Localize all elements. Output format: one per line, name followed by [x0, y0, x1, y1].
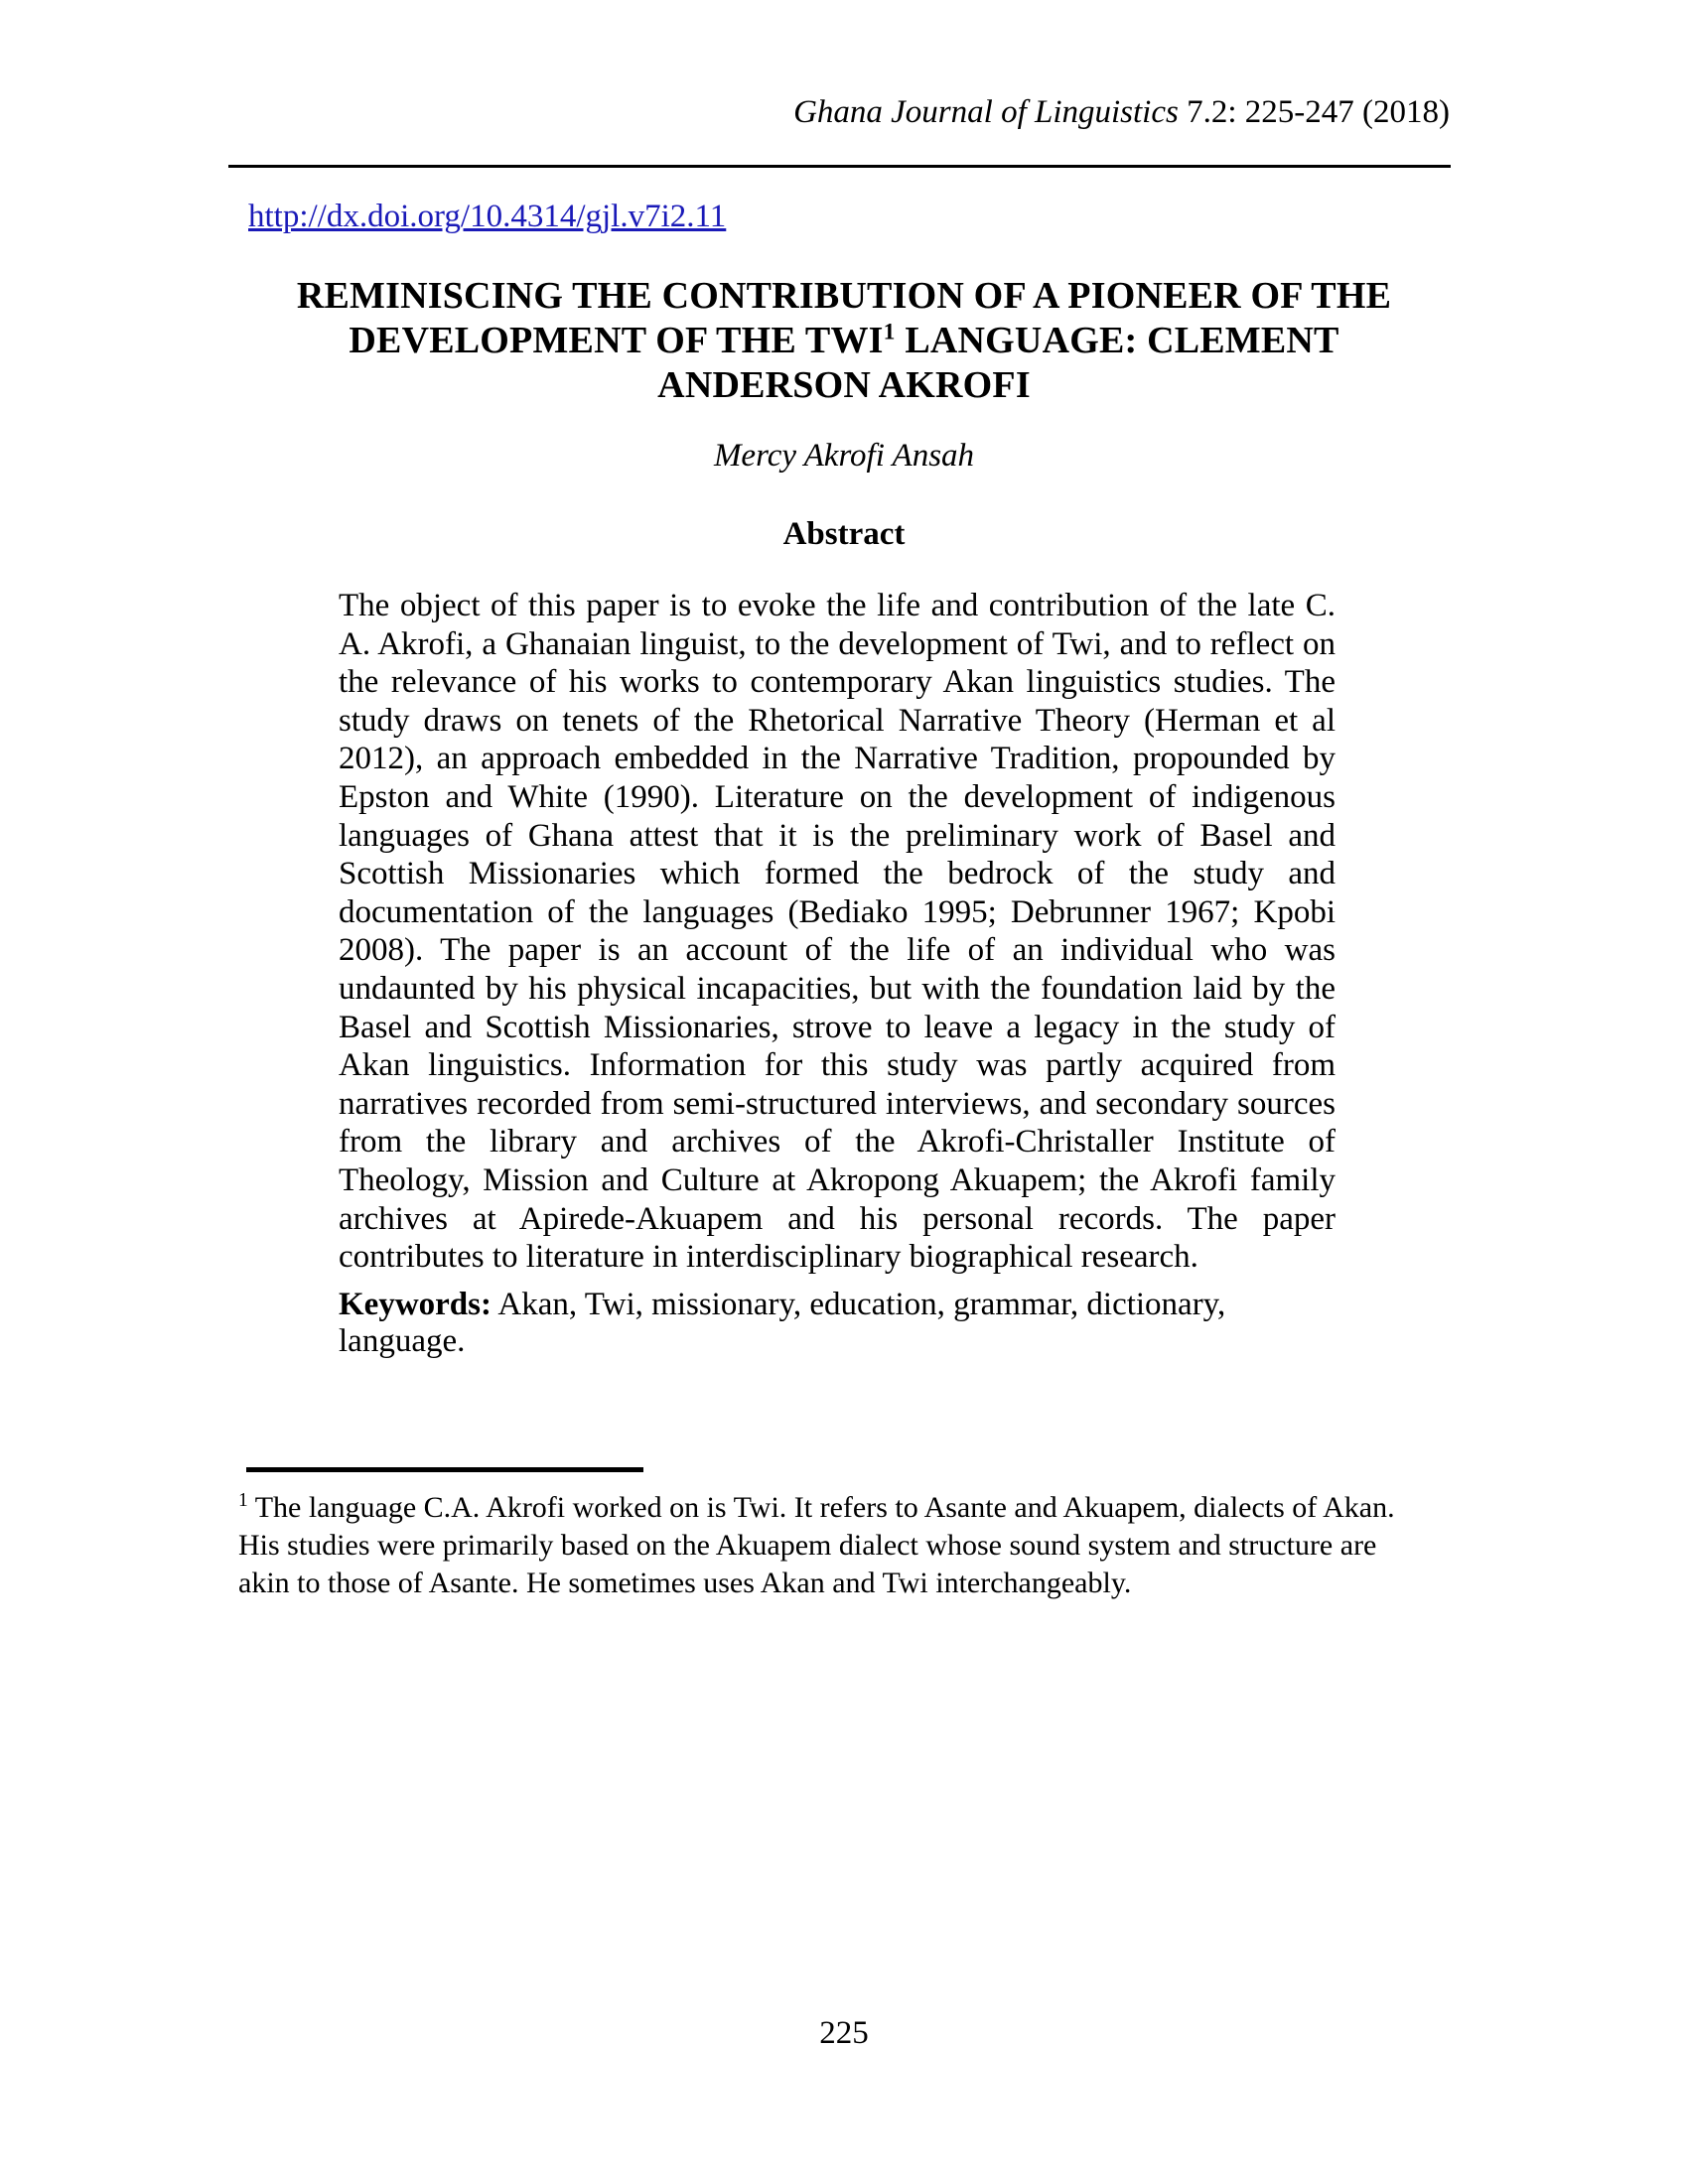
journal-issue: 7.2: 225-247 (2018) — [1178, 94, 1450, 130]
paper-title — [233, 274, 1455, 408]
author-name: Mercy Akrofi Ansah — [713, 438, 975, 474]
keywords-label: Keywords: — [339, 1287, 492, 1322]
keywords-line — [339, 1287, 1336, 1360]
header-divider — [228, 165, 1451, 168]
abstract-paragraph: The object of this paper is to evoke the life and contribution of the late C. A. Akrofi, a Ghanaian linguist, to the development of Twi, and to reflect on the relevance of his works to contemporary Akan linguistics studies. The study draws on tenets of the Rhetorical Narrative Theory (Herman et al 2012), an approach embedded in the Narrative Tradition, propounded by Epston and White (1990). Literature on the development of indigenous languages of Ghana attest that it is the preliminary work of Basel and Scottish Missionaries which formed the bedrock of the study and documentation of the languages (Bediako 1995; Debrunner 1967; Kpobi 2008). The paper is an account of the life of an individual who was undaunted by his physical incapacities, but with the foundation laid by the Basel and Scottish Missionaries, strove to leave a legacy in the study of Akan linguistics. Information for this study was partly acquired from narratives recorded from semi-structured interviews, and secondary sources from the library and archives of the Akrofi-Christaller Institute of Theology, Mission and Culture at Akropong Akuapem; the Akrofi family archives at Apirede-Akuapem and his personal records. The paper contributes to literature in interdisciplinary biographical research. — [339, 588, 1336, 1276]
title-line1: REMINISCING THE CONTRIBUTION OF A PIONEER OF THE — [296, 275, 1392, 317]
doi-line — [248, 199, 726, 235]
title-line3: ANDERSON AKROFI — [657, 364, 1031, 406]
doi-link[interactable]: http://dx.doi.org/10.4314/gjl.v7i2.11 — [248, 199, 727, 234]
title-footnote-marker: 1 — [883, 319, 896, 345]
journal-name: Ghana Journal of Linguistics — [793, 94, 1179, 130]
page-number: 225 — [819, 2015, 869, 2051]
footnote-marker: 1 — [238, 1490, 248, 1511]
keywords-text: Akan, Twi, missionary, education, grammar, dictionary, language. — [339, 1287, 1234, 1359]
abstract-heading: Abstract — [782, 516, 906, 552]
title-line2-post: LANGUAGE: CLEMENT — [895, 320, 1339, 361]
footnote-separator — [246, 1467, 643, 1472]
title-line2-pre: DEVELOPMENT OF THE TWI — [349, 320, 884, 361]
footnote-body: The language C.A. Akrofi worked on is Twi. It refers to Asante and Akuapem, dialects of Akan. His studies were primarily based on the Akuapem dialect whose sound system and structure are akin to those of Asante. He sometimes uses Akan and Twi interchangeably. — [238, 1491, 1403, 1599]
running-header — [228, 94, 1450, 131]
footnote — [238, 1489, 1435, 1602]
